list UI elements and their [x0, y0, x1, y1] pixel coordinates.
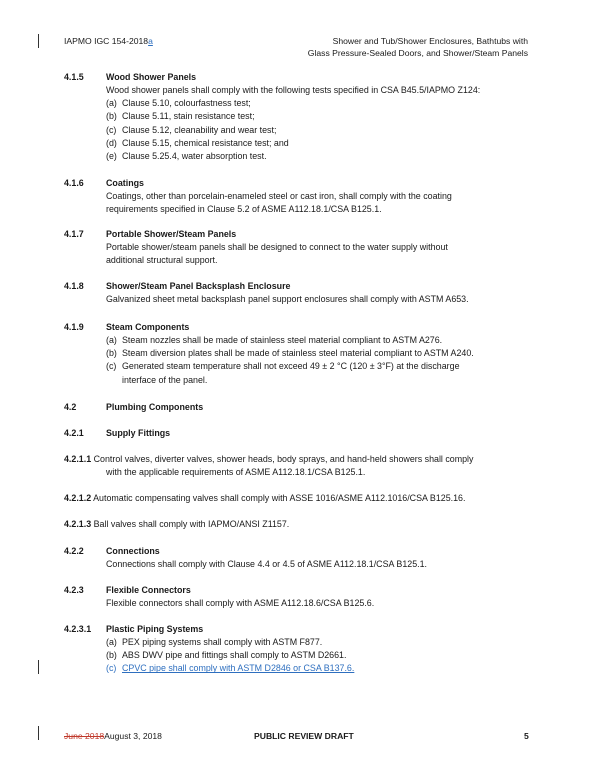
list-text: ABS DWV pipe and fittings shall comply to ASTM D2661.: [122, 650, 347, 661]
section-4-1-7: [64, 228, 534, 268]
section-title: Shower/Steam Panel Backsplash Enclosure: [106, 281, 291, 291]
section-paragraph: [64, 453, 538, 479]
list-text: Clause 5.12, cleanability and wear test;: [122, 124, 277, 135]
section-4-2-2: [64, 545, 534, 573]
list-text: Clause 5.10, colourfastness test;: [122, 98, 251, 109]
change-bar-item-c: [38, 660, 39, 674]
section-title: Supply Fittings: [106, 428, 171, 438]
list-text: Clause 5.25.4, water absorption test.: [122, 151, 267, 162]
section-intro: Wood shower panels shall comply with the following tests specified in CSA B45.5/IAPMO Z124:: [106, 85, 481, 95]
header-title-line-2: Glass Pressure-Sealed Doors, and Shower/Steam Panels: [307, 48, 528, 58]
header-title-line-1: Shower and Tub/Shower Enclosures, Bathtubs with: [332, 36, 528, 46]
section-text-line: requirements specified in Clause 5.2 of ASME A112.18.1/CSA B125.1.: [106, 204, 382, 215]
footer-date: [64, 731, 162, 741]
list-label: (a): [106, 98, 117, 109]
section-body: [106, 597, 538, 610]
list-label: (e): [106, 151, 117, 162]
section-text-line: Portable shower/steam panels shall be designed to connect to the water supply without: [106, 242, 448, 252]
section-number: 4.1.5: [64, 72, 84, 82]
section-body: [106, 84, 538, 163]
list-text: Clause 5.11, stain resistance test;: [122, 111, 255, 122]
change-bar-footer: [38, 726, 39, 740]
section-number: 4.1.9: [64, 322, 84, 332]
section-title: Plumbing Components: [106, 402, 204, 412]
list-item: [106, 649, 538, 662]
list-label: (c): [106, 361, 117, 372]
section-4-2-1-3: [64, 518, 534, 532]
section-4-2-1-1: [64, 453, 534, 481]
section-4-2-1: [64, 427, 534, 441]
list-text: PEX piping systems shall comply with ASTM F877.: [122, 637, 323, 647]
section-number: 4.2.1.1: [64, 454, 92, 464]
section-body: [106, 293, 538, 306]
section-body: [106, 334, 538, 387]
footer-page-number: 5: [524, 731, 529, 741]
section-4-1-5: [64, 71, 534, 166]
list-item: [106, 124, 538, 137]
section-body: [106, 558, 538, 571]
section-title: Coatings: [106, 178, 144, 188]
list-text: Steam nozzles shall be made of stainless steel material compliant to ASTM A276.: [122, 335, 443, 345]
section-text-line: Control valves, diverter valves, shower heads, body sprays, and hand-held showers shall comply: [93, 454, 474, 464]
section-body: [106, 636, 538, 676]
change-bar-header: [38, 34, 39, 48]
section-title: Flexible Connectors: [106, 585, 191, 595]
section-text-line: with the applicable requirements of ASME A112.18.1/CSA B125.1.: [106, 467, 366, 478]
list-text: CPVC pipe shall comply with ASTM D2846 or CSA B137.6.: [122, 663, 355, 674]
list-text: Generated steam temperature shall not exceed 49 ± 2 °C (120 ± 3°F) at the discharge: [122, 361, 460, 372]
section-number: 4.1.8: [64, 281, 84, 291]
section-number: 4.1.7: [64, 229, 84, 239]
section-4-1-8: [64, 280, 534, 307]
section-4-1-9: [64, 321, 534, 389]
section-text-line: Connections shall comply with Clause 4.4 or 4.5 of ASME A112.18.1/CSA B125.1.: [106, 559, 427, 569]
header-title: [308, 35, 528, 59]
section-number: 4.2.1.3: [64, 519, 92, 529]
section-title: Wood Shower Panels: [106, 72, 197, 82]
section-text-line: Automatic compensating valves shall comply with ASSE 1016/ASME A112.1016/CSA B125.16.: [93, 493, 466, 503]
footer-date-text: August 3, 2018: [104, 731, 162, 741]
list-item: [106, 347, 538, 360]
list-text: interface of the panel.: [122, 374, 208, 385]
section-4-1-6: [64, 177, 534, 217]
section-paragraph: [64, 492, 538, 505]
section-body: [106, 190, 538, 216]
list-item: [106, 334, 538, 347]
list-item: [106, 360, 538, 373]
section-number: 4.2.1.2: [64, 493, 92, 503]
section-text-line: additional structural support.: [106, 255, 218, 266]
section-number: 4.2.1: [64, 428, 84, 438]
section-number: 4.2: [64, 402, 77, 412]
section-4-2: [64, 401, 534, 415]
section-text-line: Ball valves shall comply with IAPMO/ANSI Z1157.: [93, 519, 290, 529]
section-number: 4.2.3: [64, 585, 84, 595]
section-title: Plastic Piping Systems: [106, 624, 204, 634]
list-label: (b): [106, 348, 117, 359]
section-text-line: Coatings, other than porcelain-enameled steel or cast iron, shall comply with the coating: [106, 191, 452, 201]
header-doc-id: [64, 35, 153, 47]
section-body: [106, 241, 538, 267]
list-label: (b): [106, 111, 117, 122]
section-number: 4.2.2: [64, 546, 84, 556]
list-text: Steam diversion plates shall be made of stainless steel material compliant to ASTM A240.: [122, 348, 474, 359]
section-title: Portable Shower/Steam Panels: [106, 229, 237, 239]
section-number: 4.2.3.1: [64, 624, 92, 634]
footer-date-deleted: June 2018: [64, 731, 105, 741]
footer-status: PUBLIC REVIEW DRAFT: [254, 731, 354, 741]
list-item-inserted: [106, 662, 538, 675]
list-item: [106, 150, 538, 163]
section-title: Connections: [106, 546, 160, 556]
list-item: [106, 137, 538, 150]
section-paragraph: [64, 518, 538, 531]
section-text-line: Flexible connectors shall comply with ASME A112.18.6/CSA B125.6.: [106, 598, 375, 608]
doc-id-insertion: a: [148, 36, 153, 46]
list-text: Clause 5.15, chemical resistance test; and: [122, 137, 289, 148]
doc-id-text: IAPMO IGC 154-2018: [64, 36, 149, 46]
list-item: [106, 97, 538, 110]
list-label: (a): [106, 637, 117, 647]
section-text-line: Galvanized sheet metal backsplash panel support enclosures shall comply with ASTM A653.: [106, 294, 469, 304]
list-item: [106, 110, 538, 123]
list-label: (a): [106, 335, 117, 345]
section-4-2-1-2: [64, 492, 534, 506]
list-label: (b): [106, 650, 117, 661]
section-4-2-3-1: [64, 623, 534, 679]
list-item: [106, 636, 538, 649]
section-4-2-3: [64, 584, 534, 612]
list-label: (c): [106, 663, 117, 674]
list-item-continuation: [106, 374, 538, 387]
list-label: (c): [106, 124, 117, 135]
section-number: 4.1.6: [64, 178, 84, 188]
list-label: (d): [106, 137, 117, 148]
section-title: Steam Components: [106, 322, 190, 332]
